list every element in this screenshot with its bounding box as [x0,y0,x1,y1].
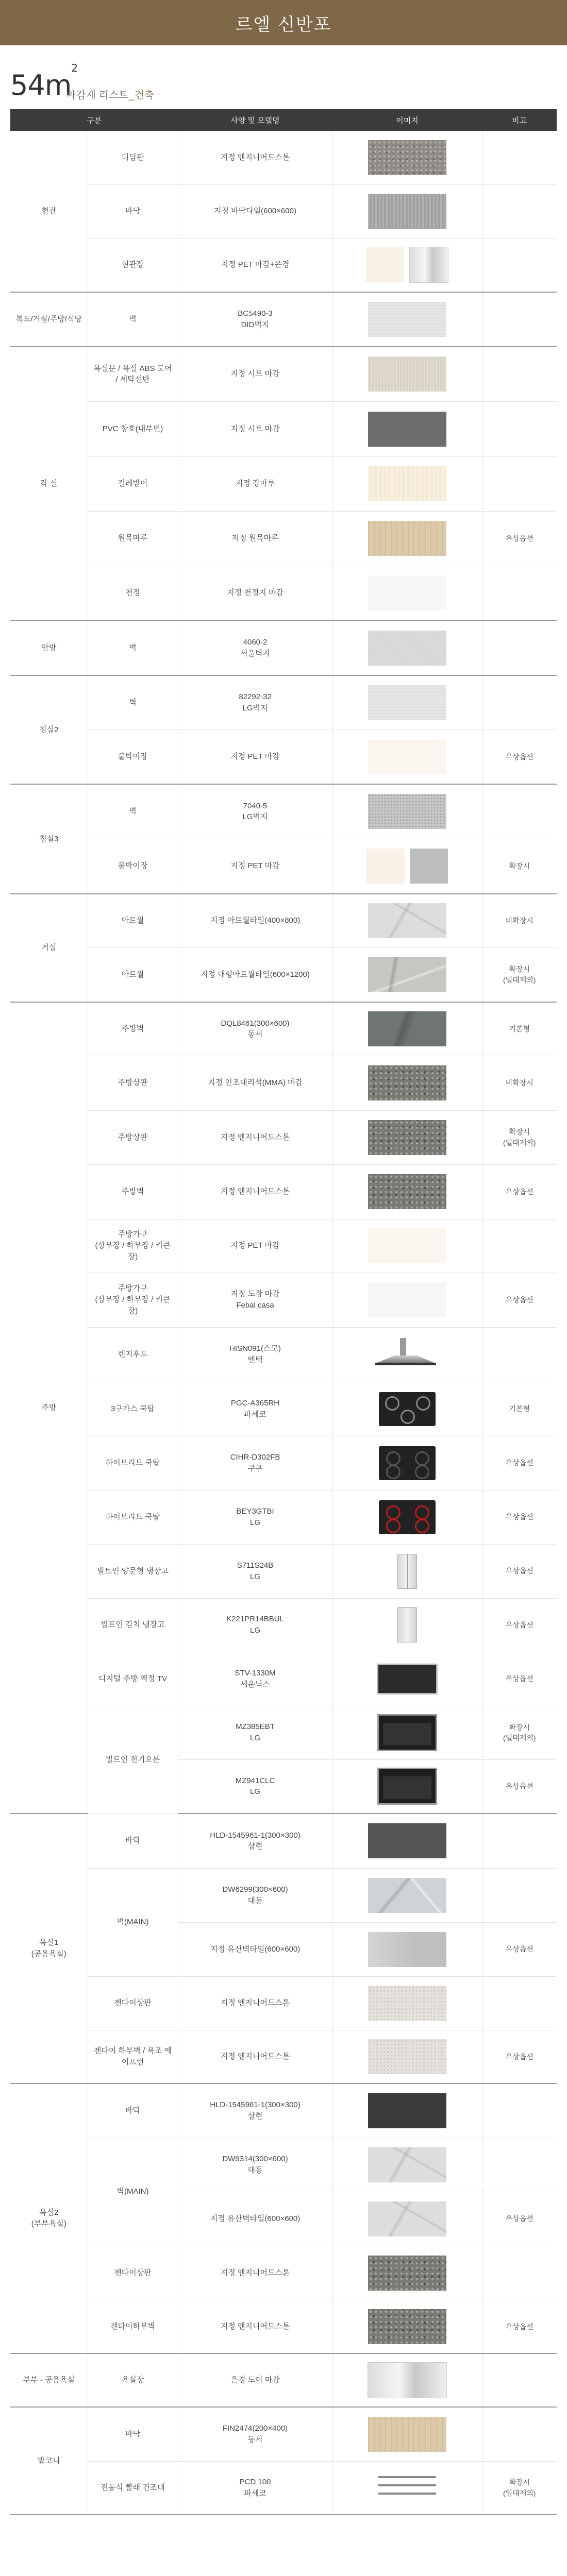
item-cell: 하이브리드 쿡탑 [88,1436,178,1490]
material-swatch [410,849,448,884]
note-cell [482,2083,557,2138]
category-cell: 침실2 [10,675,88,784]
category-cell: 복도/거실/주방/식당 [10,292,88,347]
image-cell [332,675,482,730]
table-row [10,2353,557,2407]
image-cell [332,1490,482,1544]
item-cell: 주방상판 [88,1056,178,1110]
note-cell: 확장시 [482,839,557,894]
note-cell [482,784,557,839]
item-cell: 주방가구 (상부장 / 하부장 / 키큰장) [88,1219,178,1273]
spec-cell: BC5490-3 DID벽지 [178,292,332,347]
item-cell: 디지털 주방 액정 TV [88,1652,178,1706]
item-cell: 벽 [88,292,178,347]
spec-cell: 지정 원목마루 [178,511,332,566]
category-cell: 주방 [10,1002,88,1814]
image-cell [332,1164,482,1219]
note-cell [482,620,557,675]
note-cell: 유상옵션 [482,2300,557,2353]
item-cell: 욕실문 / 욕실 ABS 도어 / 세탁선반 [88,347,178,401]
material-swatch [366,247,404,282]
table-row [10,511,557,566]
material-swatch [368,739,446,774]
item-cell: PVC 창호(내부면) [88,401,178,456]
image-cell [332,2083,482,2138]
table-row [10,566,557,620]
col-header-category: 구분 [10,109,178,131]
note-cell [482,1327,557,1382]
spec-cell: 지정 PET 마감+은경 [178,238,332,292]
item-cell: 빌트인 전기오븐 [88,1706,178,1814]
item-cell: 바닥 [88,2407,178,2461]
item-cell: 젠다이하부벽 [88,2300,178,2353]
material-swatch [368,521,446,556]
material-swatch [368,1932,446,1967]
note-cell [482,1976,557,2030]
cooktop-image [379,1392,436,1426]
image-cell [332,2300,482,2353]
material-swatch [368,2256,446,2291]
item-cell: 벽 [88,620,178,675]
image-cell [332,1110,482,1164]
item-cell: 붙박이장 [88,730,178,784]
spec-cell: HLD-1545961-1(300×300) 삼현 [178,2083,332,2138]
image-cell [332,566,482,620]
spec-cell: STV-1330M 세운닉스 [178,1652,332,1706]
oven-image [377,1768,437,1805]
note-cell: 유상옵션 [482,1436,557,1490]
header-bar [0,0,567,45]
col-header-spec: 사양 및 모델명 [178,109,332,131]
item-cell: 하이브리드 쿡탑 [88,1490,178,1544]
image-cell [332,1598,482,1652]
table-row [10,401,557,456]
note-cell [482,347,557,401]
note-cell: 확장시 (일대제외) [482,1110,557,1164]
note-cell [482,238,557,292]
material-swatch [368,2147,446,2182]
spec-cell: BEY3GTBI LG [178,1490,332,1544]
note-cell: 유상옵션 [482,730,557,784]
note-cell: 비확장시 [482,1056,557,1110]
spec-cell: 지정 대형아트월타일(600×1200) [178,947,332,1002]
spec-cell: DQL8461(300×600) 동서 [178,1002,332,1056]
image-cell [332,2353,482,2407]
note-cell [482,401,557,456]
image-cell [332,347,482,401]
image-cell [332,1219,482,1273]
image-cell [332,1382,482,1436]
material-swatch [368,794,446,829]
spec-cell: 지정 아트월타일(400×800) [178,894,332,947]
image-cell [332,2192,482,2246]
image-cell [332,894,482,947]
note-cell [482,184,557,238]
image-cell [332,1759,482,1814]
table-row [10,1652,557,1706]
image-cell [332,1922,482,1976]
note-cell: 비확장시 [482,894,557,947]
image-cell [332,620,482,675]
table-row [10,1706,557,1759]
item-cell: 아트월 [88,947,178,1002]
material-swatch [368,1878,446,1913]
note-cell [482,675,557,730]
table-row [10,1436,557,1490]
item-cell: 현관장 [88,238,178,292]
refrigerator-image [397,1607,417,1642]
page-title: 르엘 신반포 [235,14,332,35]
table-row [10,1490,557,1544]
material-swatch [368,903,446,938]
material-swatch [368,2362,447,2398]
image-cell [332,131,482,184]
item-cell: 벽(MAIN) [88,1868,178,1976]
image-cell [332,1706,482,1759]
note-cell [482,1814,557,1868]
material-swatch [368,2039,446,2074]
material-swatch [368,631,446,666]
spec-cell: DW9314(300×600) 대동 [178,2138,332,2192]
spec-cell: PCD 100 파세코 [178,2461,332,2515]
kitchen-tv-image [377,1664,438,1694]
note-cell: 유상옵션 [482,1598,557,1652]
spec-cell: PGC-A365RH 파세코 [178,1382,332,1436]
item-cell: 바닥 [88,1814,178,1868]
item-cell: 주방벽 [88,1164,178,1219]
image-cell [332,1976,482,2030]
spec-cell: 82292-32 LG벽지 [178,675,332,730]
spec-cell: 지정 엔지니어드스톤 [178,131,332,184]
note-cell: 유상옵션 [482,2192,557,2246]
table-header [10,109,557,131]
table-row [10,1164,557,1219]
material-swatch [409,247,448,283]
material-swatch [366,849,405,884]
material-swatch [368,1011,446,1046]
material-swatch [368,1065,446,1100]
item-cell: 젠다이상판 [88,2246,178,2300]
note-cell [482,566,557,620]
table-row [10,730,557,784]
spec-cell: 은경 도어 마감 [178,2353,332,2407]
spec-cell: HISN091(스모) 엔텍 [178,1327,332,1382]
table-row [10,1056,557,1110]
spec-cell: 지정 엔지니어드스톤 [178,2300,332,2353]
note-cell: 유상옵션 [482,1490,557,1544]
table-row [10,292,557,347]
table-row [10,2461,557,2515]
table-row [10,131,557,184]
table-row [10,1544,557,1598]
note-cell [482,1219,557,1273]
spec-cell: 지정 엔지니어드스톤 [178,2246,332,2300]
spec-cell: 지정 유산벽타일(600×600) [178,1922,332,1976]
spec-cell: FIN2474(200×400) 동서 [178,2407,332,2461]
material-swatch [368,575,446,611]
item-cell: 젠다이 하부벽 / 욕조 에이프런 [88,2030,178,2083]
note-cell: 기본형 [482,1382,557,1436]
spec-cell: 지정 엔지니어드스톤 [178,2030,332,2083]
note-cell: 유상옵션 [482,1652,557,1706]
item-cell: 원목마루 [88,511,178,566]
spec-cell: HLD-1545961-1(300×300) 삼현 [178,1814,332,1868]
item-cell: 주방가구 (상부장 / 하부장 / 키큰장) [88,1273,178,1327]
image-cell [332,947,482,1002]
image-cell [332,1056,482,1110]
note-cell: 확장시 (일대제외) [482,1706,557,1759]
spec-cell: 지정 PET 마감 [178,839,332,894]
note-cell: 확장시 (일대제외) [482,2461,557,2515]
note-cell: 기본형 [482,1002,557,1056]
table-row [10,2300,557,2353]
note-cell [482,456,557,511]
note-cell [482,2353,557,2407]
image-cell [332,184,482,238]
material-swatch [368,1986,446,2021]
table-row [10,347,557,401]
spec-cell: 7040-5 LG벽지 [178,784,332,839]
image-cell [332,401,482,456]
note-cell: 유상옵션 [482,511,557,566]
spec-cell: CIHR-D302FB 쿠쿠 [178,1436,332,1490]
material-swatch [368,2417,446,2452]
note-cell [482,292,557,347]
note-cell: 유상옵션 [482,1273,557,1327]
table-row [10,2407,557,2461]
item-cell: 벽 [88,675,178,730]
table-row [10,2030,557,2083]
spec-cell: K221PR14BBUL LG [178,1598,332,1652]
item-cell: 욕실장 [88,2353,178,2407]
note-cell: 유상옵션 [482,1759,557,1814]
image-cell [332,1652,482,1706]
category-cell: 발코니 [10,2407,88,2515]
material-swatch [368,957,446,992]
note-cell [482,2138,557,2192]
material-swatch [368,2309,446,2344]
material-swatch [368,685,446,720]
item-cell: 주방상판 [88,1110,178,1164]
spec-cell: 4060-2 서울벽지 [178,620,332,675]
table-body [10,131,557,2515]
note-cell: 확장시 (일대제외) [482,947,557,1002]
item-cell: 젠다이상판 [88,1976,178,2030]
category-cell: 각 실 [10,347,88,620]
image-cell [332,1436,482,1490]
table-row [10,2246,557,2300]
table-row [10,1110,557,1164]
material-swatch [368,357,446,392]
item-cell: 아트월 [88,894,178,947]
item-cell: 걸레받이 [88,456,178,511]
spec-cell: MZ385EBT LG [178,1706,332,1759]
image-cell [332,1327,482,1382]
image-cell [332,292,482,347]
col-header-image: 이미지 [332,109,482,131]
item-cell: 3구가스 쿡탑 [88,1382,178,1436]
category-cell: 현관 [10,131,88,292]
spec-cell: 지정 PET 마감 [178,1219,332,1273]
table-row [10,184,557,238]
spec-cell: S711S24B LG [178,1544,332,1598]
spec-cell: 지정 유산벽타일(600×600) [178,2192,332,2246]
section-heading [0,45,567,109]
table-row [10,784,557,839]
spec-cell: 지정 PET 마감 [178,730,332,784]
image-cell [332,1002,482,1056]
material-swatch [368,1120,446,1155]
material-swatch [368,140,446,175]
material-swatch-pair [333,247,482,283]
item-cell: 빌트인 김치 냉장고 [88,1598,178,1652]
image-cell [332,238,482,292]
spec-cell: MZ941CLC LG [178,1759,332,1814]
spec-cell: 지정 강마루 [178,456,332,511]
spec-cell: 지정 도장 마감 Febal casa [178,1273,332,1327]
category-cell: 욕실1 (공용욕실) [10,1814,88,2083]
table-row [10,839,557,894]
category-cell: 안방 [10,620,88,675]
table-row [10,1976,557,2030]
category-cell: 부부 · 공용욕실 [10,2353,88,2407]
refrigerator-image [397,1554,417,1589]
material-swatch [368,1823,446,1858]
table-row [10,1814,557,1868]
image-cell [332,1273,482,1327]
spec-cell: 지정 엔지니어드스톤 [178,1110,332,1164]
category-cell: 거실 [10,894,88,1002]
material-swatch [368,412,446,447]
spec-cell: 지정 시트 마감 [178,347,332,401]
table-row [10,1273,557,1327]
image-cell [332,456,482,511]
item-cell: 바닥 [88,184,178,238]
table-row [10,1598,557,1652]
item-cell: 벽 [88,784,178,839]
image-cell [332,511,482,566]
image-cell [332,1814,482,1868]
table-row [10,1002,557,1056]
material-swatch [368,302,446,337]
table-row [10,2138,557,2192]
image-cell [332,784,482,839]
cooktop-image [379,1500,436,1534]
drying-rack-image [376,2471,438,2505]
image-cell [332,2407,482,2461]
table-row [10,675,557,730]
table-row [10,456,557,511]
table-row [10,894,557,947]
note-cell: 유상옵션 [482,2030,557,2083]
material-swatch [368,1228,446,1263]
item-cell: 바닥 [88,2083,178,2138]
material-swatch [368,2093,446,2128]
spec-cell: DW6299(300×600) 대동 [178,1868,332,1922]
image-cell [332,839,482,894]
image-cell [332,1868,482,1922]
table-row [10,1219,557,1273]
spec-cell: 지정 인조대리석(MMA) 마감 [178,1056,332,1110]
note-cell [482,1868,557,1922]
note-cell: 유상옵션 [482,1544,557,1598]
table-row [10,1382,557,1436]
note-cell [482,2246,557,2300]
table-row [10,1327,557,1382]
finish-table [10,109,557,2515]
col-header-note: 비고 [482,109,557,131]
image-cell [332,2030,482,2083]
item-cell: 렌지후드 [88,1327,178,1382]
range-hood-image [368,1337,446,1372]
spec-cell: 지정 엔지니어드스톤 [178,1976,332,2030]
material-swatch-pair [333,849,482,884]
area-label: $54m^2$ [10,62,78,101]
spec-cell: 지정 천정지 마감 [178,566,332,620]
table-row [10,947,557,1002]
spec-cell: 지정 시트 마감 [178,401,332,456]
category-cell: 욕실2 (부부욕실) [10,2083,88,2353]
note-cell: 유상옵션 [482,1164,557,1219]
note-cell [482,131,557,184]
table-row [10,620,557,675]
item-cell: 붙박이장 [88,839,178,894]
item-cell: 빌트인 양문형 냉장고 [88,1544,178,1598]
cooktop-image [379,1446,436,1480]
image-cell [332,1544,482,1598]
item-cell: 디딤판 [88,131,178,184]
category-cell: 침실3 [10,784,88,894]
note-cell: 유상옵션 [482,1922,557,1976]
material-swatch [368,466,446,501]
table-row [10,2083,557,2138]
item-cell: 천정 [88,566,178,620]
note-cell [482,2407,557,2461]
spec-cell: 지정 바닥타일(600×600) [178,184,332,238]
image-cell [332,2138,482,2192]
item-cell: 전동식 빨래 건조대 [88,2461,178,2515]
table-row [10,238,557,292]
material-swatch [368,1174,446,1209]
heading-subtitle: 마감재 리스트_건축 [66,90,155,101]
table-row [10,1868,557,1922]
spec-cell: 지정 엔지니어드스톤 [178,1164,332,1219]
material-swatch [368,194,446,229]
material-swatch [368,1282,446,1317]
image-cell [332,2246,482,2300]
item-cell: 벽(MAIN) [88,2138,178,2246]
material-swatch [368,2201,446,2236]
item-cell: 주방벽 [88,1002,178,1056]
image-cell [332,2461,482,2515]
oven-image [377,1714,437,1751]
image-cell [332,730,482,784]
